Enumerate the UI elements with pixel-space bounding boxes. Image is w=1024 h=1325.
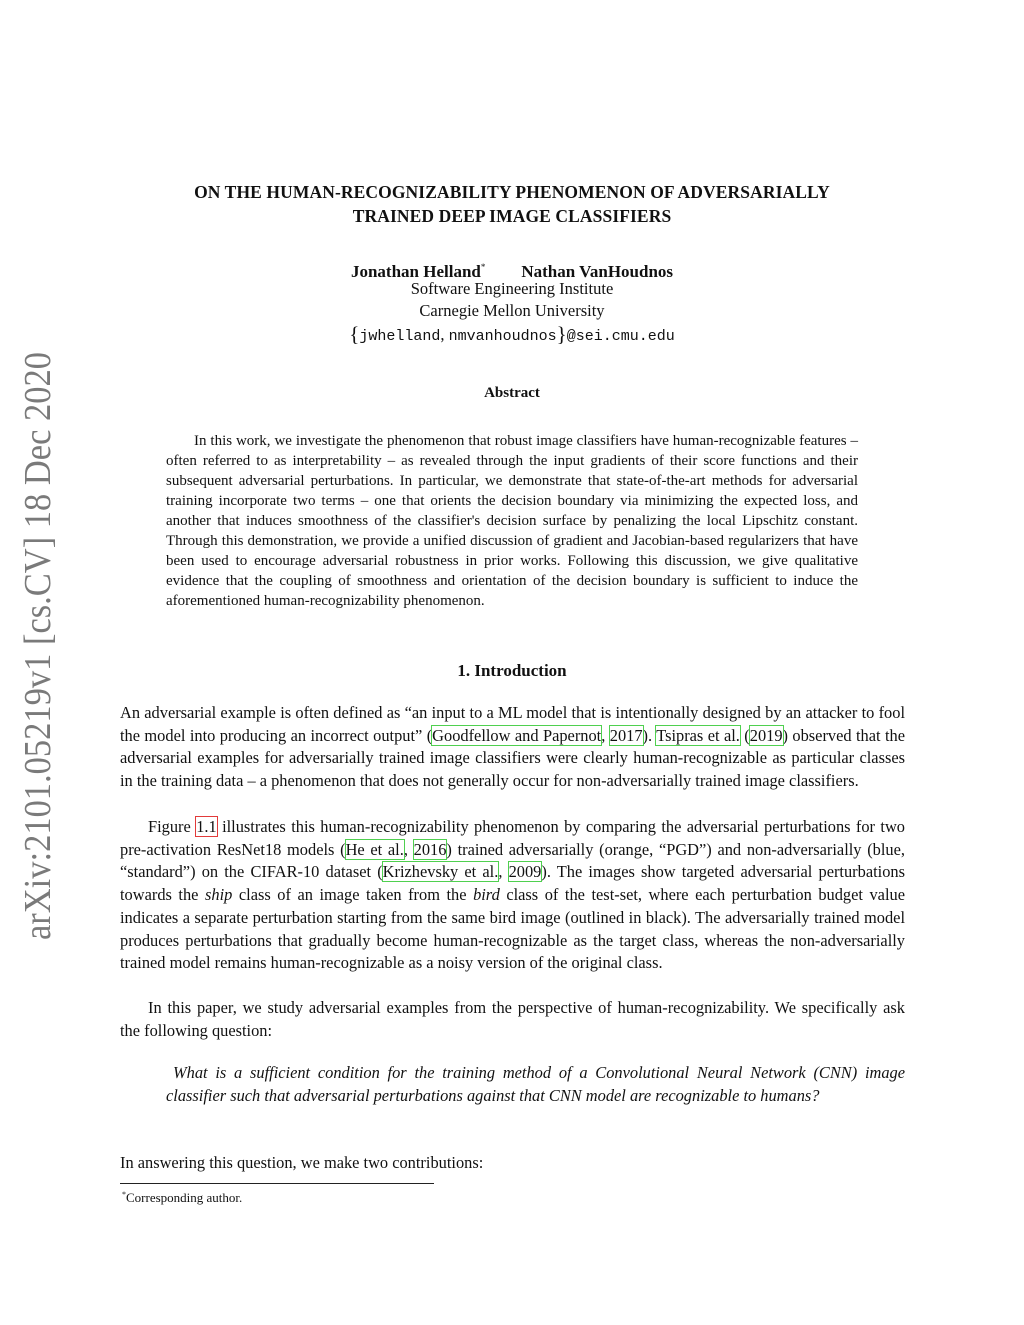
intro-paragraph-3: In this paper, we study adversarial examples from the perspective of human-recognizability. We specifically ask the following question: xyxy=(120,998,905,1040)
citation-link[interactable]: Krizhevsky et al. xyxy=(382,862,499,882)
abstract-heading: Abstract xyxy=(484,385,540,401)
emphasis-ship: ship xyxy=(205,885,233,905)
citation-year-link[interactable]: 2017 xyxy=(609,725,643,745)
title-line-2: TRAINED DEEP IMAGE CLASSIFIERS xyxy=(352,206,672,226)
citation-year-link[interactable]: 2019 xyxy=(749,725,783,745)
citation-link[interactable]: He et al. xyxy=(345,839,404,859)
email-user: jwhelland xyxy=(359,328,441,345)
author-name: Jonathan Helland xyxy=(350,262,481,281)
citation-link[interactable]: Tsipras et al. xyxy=(656,725,740,745)
footnote-mark: * xyxy=(122,1190,126,1199)
intro-paragraph-1: An adversarial example is often defined as “an input to a ML model that is intentionally designed by an attacker to fool the model into producing an incorrect output” (Goodfellow and Papernot, 2017). Tsipras et al. (2019) observed that the adversarial examples for adversarially trained image classifiers were clearly human-recognizable as particular classes in the training data – a phenomenon that does not generally occur for non-adversarially trained image classifiers. xyxy=(120,703,906,791)
section-heading-introduction: 1. Introduction xyxy=(457,661,567,680)
affiliation-institute: Software Engineering Institute xyxy=(410,279,614,298)
arxiv-identifier-stamp xyxy=(12,348,60,948)
corresponding-author-mark: * xyxy=(480,262,486,272)
paper-title xyxy=(0,180,1024,228)
title-line-1: ON THE HUMAN-RECOGNIZABILITY PHENOMENON OF ADVERSARIALLY xyxy=(194,182,830,202)
affiliation-university: Carnegie Mellon University xyxy=(419,301,605,320)
footnote-text: Corresponding author. xyxy=(126,1190,243,1205)
citation-link[interactable]: Goodfellow and Papernot xyxy=(432,725,602,745)
citation-year-link[interactable]: 2009 xyxy=(508,862,542,882)
arxiv-identifier-text: arXiv:2101.05219v1 [cs.CV] 18 Dec 2020 xyxy=(17,348,59,940)
author-emails: {jwhelland, nmvanhoudnos}@sei.cmu.edu xyxy=(349,322,675,346)
figure-reference-link[interactable]: 1.1 xyxy=(196,817,217,836)
intro-paragraph-2: Figure 1.1 illustrates this human-recognizability phenomenon by comparing the adversarial perturbations for two pre-activation ResNet18 models (He et al., 2016) trained adversarially (orange, “PGD”) and non-adversarially (blue, “standard”) on the CIFAR-10 dataset (Krizhevsky et al., 2009). The images show targeted adversarial perturbations towards the ship class of an image taken from the bird class of the test-set, where each perturbation budget value indicates a separate perturbation starting from the same bird image (outlined in black). The adversarially trained model produces perturbations that gradually become human-recognizable as the target class, whereas the non-adversarially trained model remains human-recognizable as a noisy version of the original class. xyxy=(120,817,905,973)
email-domain: @sei.cmu.edu xyxy=(566,328,675,345)
abstract-text: In this work, we investigate the phenomenon that robust image classifiers have human-recognizable features – often referred to as interpretability – as revealed through the input gradients of their score functions and their subsequent adversarial perturbations. In particular, we demonstrate that state-of-the-art methods for adversarial training incorporate two terms – one that orients the decision boundary via minimizing the expected loss, and another that induces smoothness of the classifier's decision surface by penalizing the local Lipschitz constant. Through this demonstration, we provide a unified discussion of gradient and Jacobian-based regularizers that have been used to encourage adversarial robustness in prior works. Following this discussion, we give qualitative evidence that the coupling of smoothness and orientation of the decision boundary is sufficient to induce the aforementioned human-recognizability phenomenon. xyxy=(166,433,858,609)
intro-paragraph-4: In answering this question, we make two contributions: xyxy=(120,1153,484,1172)
footnote-divider xyxy=(120,1183,434,1184)
emphasis-bird: bird xyxy=(473,885,500,905)
email-user: nmvanhoudnos xyxy=(448,328,557,345)
author-name: Nathan VanHoudnos xyxy=(521,262,674,281)
footnote xyxy=(122,1186,242,1207)
citation-year-link[interactable]: 2016 xyxy=(413,839,447,859)
research-question: What is a sufficient condition for the training method of a Convolutional Neural Network (CNN) image classifier such that adversarial perturbations against that CNN model are recognizable to humans? xyxy=(166,1063,905,1105)
